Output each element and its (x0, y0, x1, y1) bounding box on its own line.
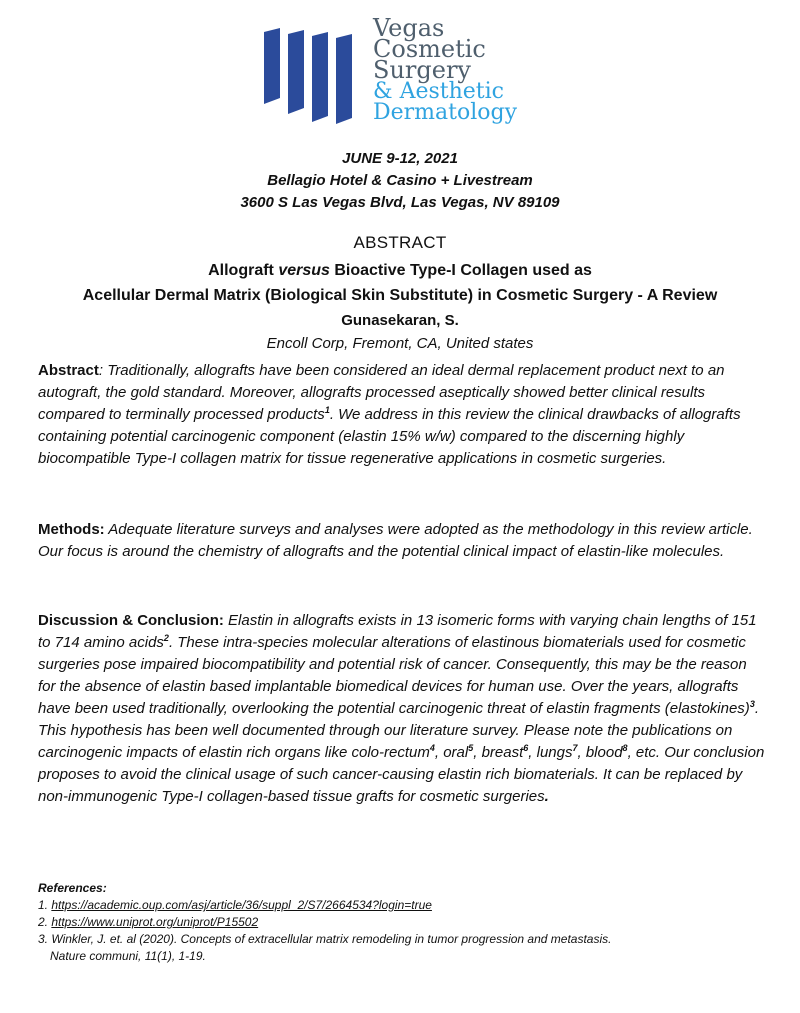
abstract-heading: ABSTRACT (353, 233, 447, 252)
logo-wordmark (373, 14, 518, 125)
discussion-text-3: . This hypothesis has been well documented through our literature survey. Please note the publications on carcinogenic impacts of elastin rich organs like colo-rectum (38, 700, 759, 761)
references (38, 880, 778, 965)
logo-line-cosmetic: Cosmetic (373, 35, 486, 63)
citation-2: 2 (163, 633, 169, 643)
reference-1 (38, 897, 778, 914)
discussion-paragraph (38, 610, 766, 808)
discussion-text-4: , oral (434, 744, 469, 761)
affiliation: Encoll Corp, Fremont, CA, United states (266, 335, 534, 352)
reference-1-link[interactable]: https://academic.oup.com/asj/article/36/suppl_2/S7/2664534?login=true (51, 898, 432, 912)
discussion-text-8: , etc. Our conclusion proposes to avoid the clinical usage of such cancer-causing elastin rich biomaterials. It can be replaced by non-immunogenic Type-I collagen-based tissue grafts for cosmetic surgeries (38, 744, 765, 805)
conference-logo (258, 14, 578, 128)
discussion-text-7: , blood (577, 744, 623, 761)
citation-4: 4 (429, 743, 435, 753)
discussion-label: Discussion & Conclusion: (38, 612, 224, 629)
paper-title-line-1 (0, 262, 800, 280)
reference-2-link[interactable]: https://www.uniprot.org/uniprot/P15502 (51, 915, 259, 929)
event-address: 3600 S Las Vegas Blvd, Las Vegas, NV 89109 (240, 194, 560, 211)
discussion-end: . (544, 788, 549, 805)
author: Gunasekaran, S. (341, 312, 459, 329)
event-venue: Bellagio Hotel & Casino + Livestream (267, 172, 533, 189)
logo-line-aesthetic: & Aesthetic (373, 79, 505, 104)
event-date: JUNE 9-12, 2021 (342, 150, 458, 167)
paper-title-line-2: Acellular Dermal Matrix (Biological Skin Substitute) in Cosmetic Surgery - A Review (82, 287, 718, 304)
discussion-text-1: Elastin in allografts exists in 13 isomeric forms with varying chain lengths of 151 to 714 amino acids (38, 612, 757, 651)
abstract-label: Abstract (38, 362, 99, 379)
discussion-text-5: , breast (473, 744, 524, 761)
title-part-c: Bioactive Type-I Collagen used as (329, 262, 592, 279)
citation-7: 7 (572, 743, 578, 753)
citation-8: 8 (622, 743, 628, 753)
reference-2-number: 2. (38, 915, 52, 929)
reference-3: 3. Winkler, J. et. al (2020). Concepts of extracellular matrix remodeling in tumor progression and metastasis. (38, 932, 612, 946)
reference-3-continued: Nature communi, 11(1), 1-19. (50, 949, 206, 963)
logo-line-dermatology: Dermatology (373, 100, 518, 125)
logo-bars-icon (258, 26, 368, 126)
abstract-text-2: . We address in this review the clinical drawbacks of allografts containing potential carcinogenic component (elastin 15% w/w) compared to the discerning highly biocompatible Type-I collagen matrix for tissue regenerative applications in cosmetic surgeries. (38, 406, 741, 467)
citation-1: 1 (324, 405, 330, 415)
title-part-a: Allograft (208, 262, 279, 279)
references-heading: References: (38, 881, 107, 895)
title-part-versus: versus (278, 262, 330, 279)
discussion-text-6: , lungs (528, 744, 573, 761)
reference-2 (38, 914, 778, 931)
citation-6: 6 (523, 743, 529, 753)
methods-text: Adequate literature surveys and analyses were adopted as the methodology in this review article. Our focus is around the chemistry of allografts and the potential clinical impact of elastin-like molecules. (38, 521, 753, 560)
citation-5: 5 (468, 743, 474, 753)
citation-3: 3 (749, 699, 755, 709)
methods-paragraph (38, 519, 766, 563)
logo-line-vegas: Vegas (373, 14, 445, 42)
abstract-paragraph (38, 360, 766, 470)
abstract-text-1: : Traditionally, allografts have been considered an ideal dermal replacement product next to an autograft, the gold standard. Moreover, allografts processed aseptically showed better clinical results compared to terminally processed products (38, 362, 725, 423)
methods-label: Methods: (38, 521, 105, 538)
reference-1-number: 1. (38, 898, 52, 912)
discussion-text-2: . These intra-species molecular alterations of elastinous biomaterials used for cosmetic surgeries pose impaired biocompatibility and potential risk of cancer. Consequently, this may be the reason for the absence of elastin based implantable biomedical devices for human use. Over the years, allografts have been used traditionally, overlooking the potential carcinogenic threat of elastin fragments (elastokines) (38, 634, 750, 717)
logo-line-surgery: Surgery (373, 56, 471, 84)
